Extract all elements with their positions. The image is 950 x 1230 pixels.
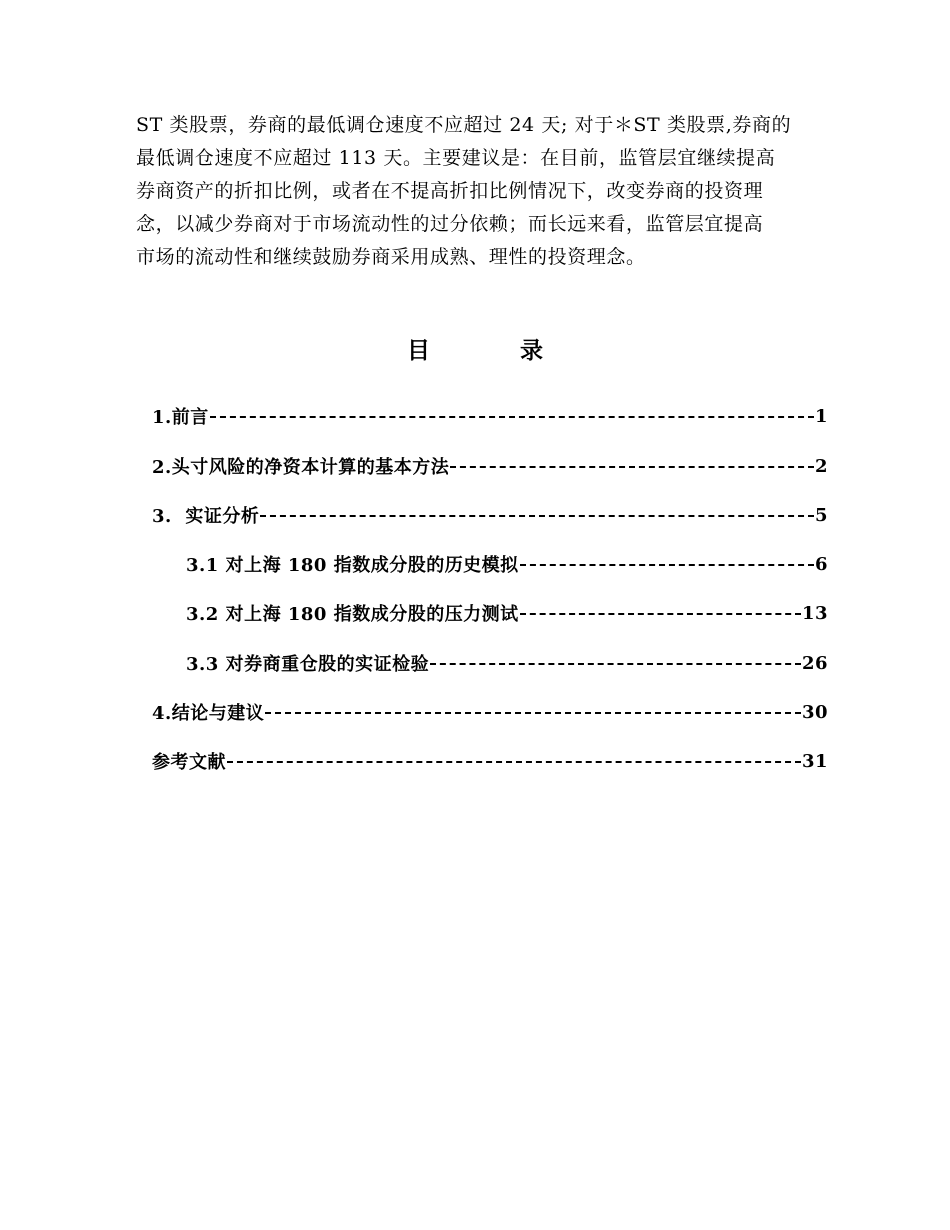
paragraph-line: 念，以减少券商对于市场流动性的过分依赖；而长远来看，监管层宜提高 [136, 213, 764, 235]
toc-entry-label: 参考文献 [152, 752, 226, 773]
toc-entry-label: 3.1 对上海 180 指数成分股的历史模拟 [186, 555, 519, 576]
toc-entry-page: 31 [801, 750, 828, 772]
toc-entry-label: 3.2 对上海 180 指数成分股的压力测试 [186, 604, 519, 625]
toc-entry-page: 30 [801, 701, 828, 723]
toc-entry-label: 2.头寸风险的净资本计算的基本方法 [152, 457, 450, 478]
toc-leader [520, 613, 801, 615]
toc-leader [430, 663, 801, 665]
paragraph-line: 最低调仓速度不应超过 113 天。主要建议是：在目前，监管层宜继续提高 [136, 147, 776, 169]
toc-leader [210, 416, 814, 418]
toc-entry[interactable] [152, 451, 828, 481]
toc-entry-page: 2 [814, 455, 828, 477]
paragraph-line: ST 类股票，券商的最低调仓速度不应超过 24 天; 对于＊ST 类股票,券商的 [136, 114, 792, 136]
toc-entry[interactable] [152, 697, 828, 727]
toc-entry-label: 3. 实证分析 [152, 506, 260, 527]
toc-title-right: 录 [520, 337, 543, 364]
toc-leader [260, 515, 814, 517]
toc-entry[interactable] [186, 648, 828, 678]
toc-leader [450, 466, 814, 468]
toc-title-left: 目 [407, 337, 430, 364]
paragraph-line: 市场的流动性和继续鼓励券商采用成熟、理性的投资理念。 [136, 246, 646, 268]
toc-entry-page: 1 [814, 405, 828, 427]
toc-entry[interactable] [152, 401, 828, 431]
toc-entry[interactable] [186, 598, 828, 628]
toc-entry-page: 6 [814, 553, 828, 575]
toc-title [0, 336, 950, 366]
toc-entry-page: 26 [801, 652, 828, 674]
toc-entry-label: 3.3 对券商重仓股的实证检验 [186, 654, 430, 675]
toc-entry-label: 1.前言 [152, 407, 209, 428]
paragraph-line: 券商资产的折扣比例，或者在不提高折扣比例情况下，改变券商的投资理 [136, 180, 764, 202]
toc-entry-page: 5 [814, 504, 828, 526]
toc-entry-label: 4.结论与建议 [152, 703, 265, 724]
toc-entry[interactable] [152, 500, 828, 530]
toc-leader [520, 564, 814, 566]
toc-entry-page: 13 [801, 602, 828, 624]
toc-entry[interactable] [152, 746, 828, 776]
toc-entry[interactable] [186, 549, 828, 579]
toc-leader [265, 712, 801, 714]
toc-leader [227, 761, 801, 763]
